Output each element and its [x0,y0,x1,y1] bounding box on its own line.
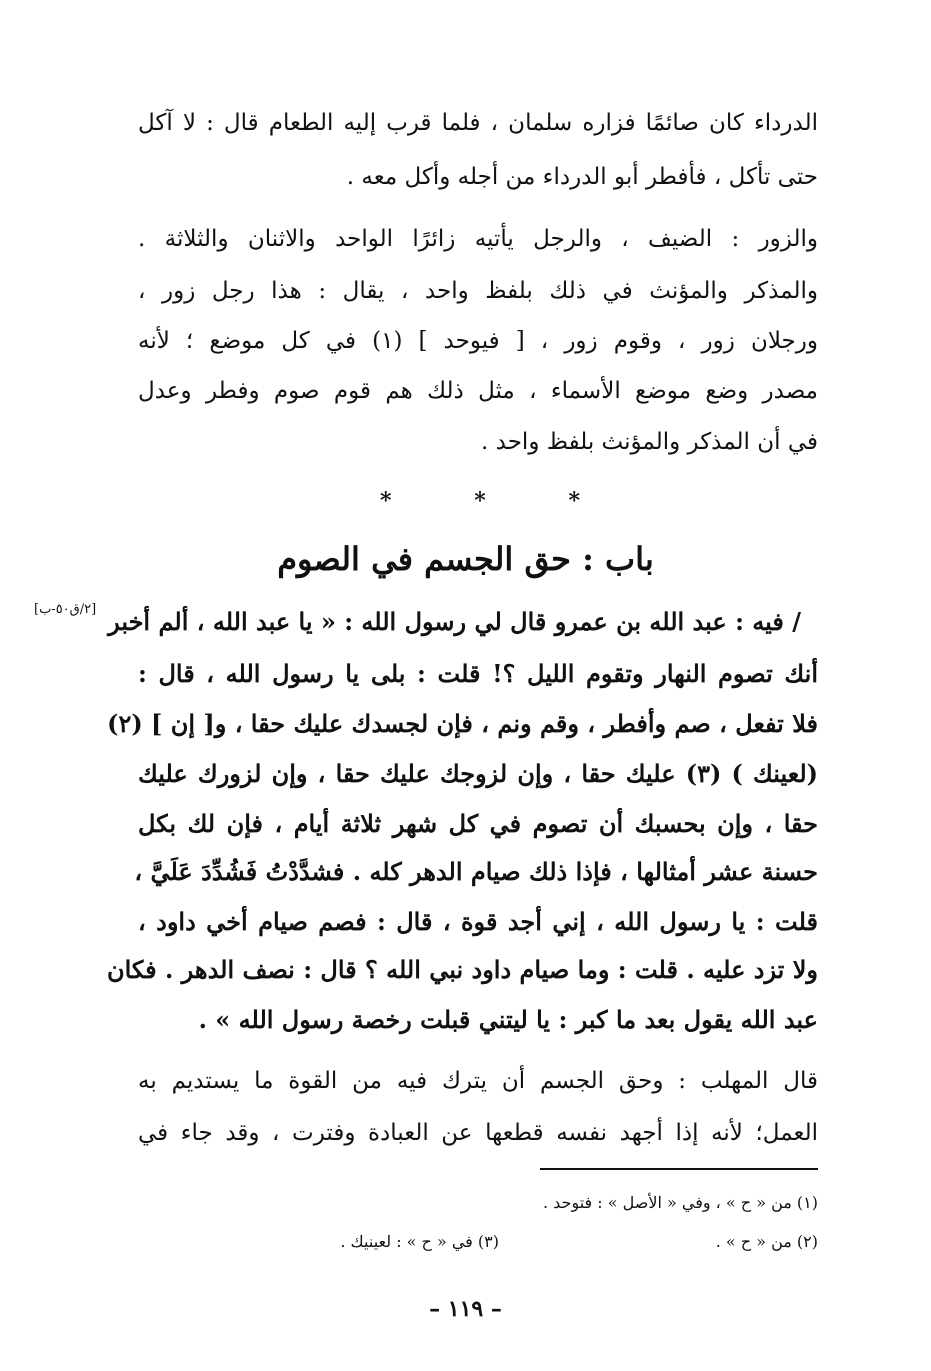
body-text-line: والزور : الضيف ، والرجل يأتيه زائرًا الواحد والاثنان والثلاثة . [138,226,818,252]
separator-star: * [474,488,486,514]
hadith-line: عبد الله يقول بعد ما كبر : يا ليتني قبلت رخصة رسول الله » . [198,1005,818,1034]
hadith-line: أنك تصوم النهار وتقوم الليل ؟! قلت : بلى يا رسول الله ، قال : [138,659,818,688]
body-text-line: حتى تأكل ، فأفطر أبو الدرداء من أجله وأكل معه . [346,164,818,190]
body-text-line: مصدر وضع موضع الأسماء ، مثل ذلك هم قوم صوم وفطر وعدل [138,378,818,404]
manuscript-margin-reference: [٢/ق٥٠-ب] [34,602,97,617]
body-text-line: ورجلان زور ، وقوم زور ، [ فيوحد ] (١) في كل موضع ؛ لأنه [138,328,818,354]
hadith-line: حسنة عشر أمثالها ، فإذا ذلك صيام الدهر كله . فشدَّدْتُ فَشُدِّدَ عَلَيَّ ، [134,857,818,886]
body-text-line: قال المهلب : وحق الجسم أن يترك فيه من القوة ما يستديم به [138,1068,818,1094]
hadith-line: فلا تفعل ، صم وأفطر ، وقم ونم ، فإن لجسدك عليك حقا ، و[ إن ] (٢) [107,709,818,738]
body-text-line: في أن المذكر والمؤنث بلفظ واحد . [481,429,818,455]
hadith-line-text: / فيه : عبد الله بن عمرو قال لي رسول الله : « يا عبد الله ، ألم أخبر [108,607,801,636]
hadith-line: (لعينك ) (٣) عليك حقا ، وإن لزوجك عليك حقا ، وإن لزورك عليك [138,759,818,788]
footnote: (٣) في « ح » : لعينيك . [340,1232,499,1251]
hadith-line: حقا ، وإن بحسبك أن تصوم في كل شهر ثلاثة أيام ، فإن لك بكل [138,809,818,838]
body-text-line: والمذكر والمؤنث في ذلك بلفظ واحد ، يقال : هذا رجل زور ، [138,278,818,304]
chapter-heading: باب : حق الجسم في الصوم [277,540,654,578]
hadith-line [108,607,801,636]
hadith-line: ولا تزد عليه . قلت : وما صيام داود نبي الله ؟ قال : نصف الدهر . فكان [106,955,818,984]
footnote-separator-rule [540,1168,818,1170]
body-text-line: العمل؛ لأنه إذا أجهد نفسه قطعها عن العبادة وفترت ، وقد جاء في [138,1120,818,1146]
section-separator [380,488,580,514]
body-text-line: الدرداء كان صائمًا فزاره سلمان ، فلما قرب إليه الطعام قال : لا آكل [138,110,818,136]
hadith-line: قلت : يا رسول الله ، إني أجد قوة ، قال : فصم صيام أخي داود ، [138,907,818,936]
separator-star: * [568,488,580,514]
footnote: (٢) من « ح » . [715,1232,818,1251]
separator-star: * [380,488,392,514]
page-number: – ١١٩ – [429,1296,502,1322]
footnote: (١) من « ح » ، وفي « الأصل » : فتوحد . [542,1193,818,1212]
